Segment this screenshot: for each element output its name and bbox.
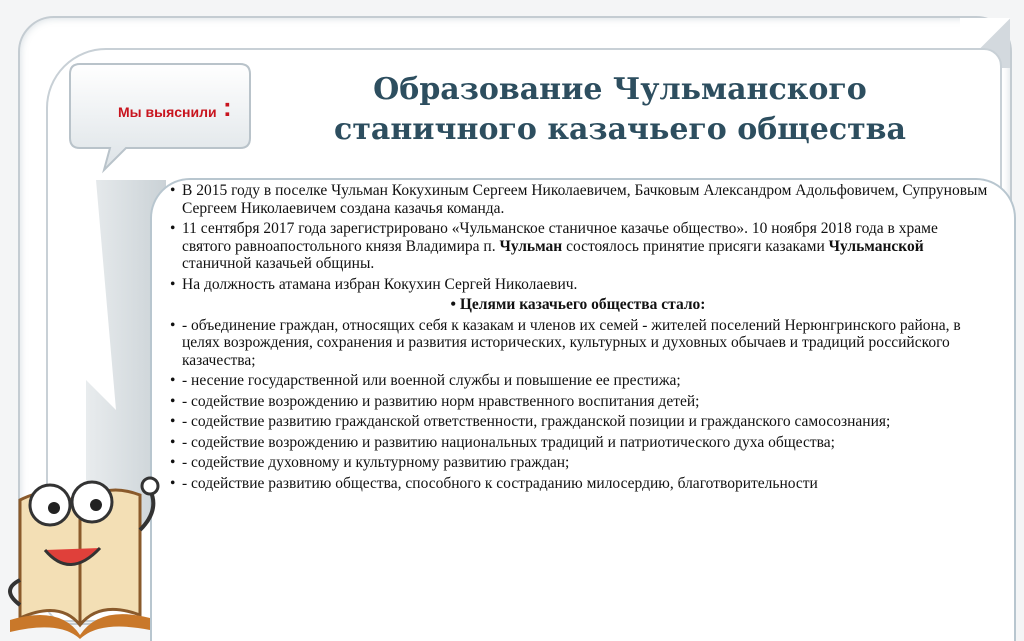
bold-chulmanskoy: Чульманской <box>828 237 924 255</box>
list-item <box>168 220 988 273</box>
goals-heading: • Целями казачьего общества стало: <box>450 296 706 313</box>
list-item: • В 2015 году в поселке Чульман Кокухиным Сергеем Николаевичем, Бачковым Александром Адольфовичем, Супруновым Сергеем Николаевичем создана казачья команда. <box>168 182 988 217</box>
goal-item: • - содействие развитию гражданской ответственности, гражданской позиции и гражданского самосознания; <box>168 413 988 431</box>
list-item: • На должность атамана избран Кокухин Сергей Николаевич. <box>168 276 988 294</box>
goal-item: • - содействие развитию общества, способного к состраданию милосердию, благотворительности <box>168 475 988 493</box>
goal-item: • - объединение граждан, относящих себя к казакам и членов их семей - жителей поселений Нерюнгринского района, в целях возрождения, сохранения и развития исторических, культурных и духовных обычаев и традиций российского казачества; <box>168 317 988 370</box>
title-line-1: Образование Чульманского <box>373 72 867 107</box>
book-mascot-icon <box>0 440 160 639</box>
page-title <box>290 70 950 150</box>
title-line-2: станичного казачьего общества <box>334 112 906 147</box>
badge-colon: : <box>223 92 232 122</box>
badge-label: Мы выяснили <box>118 104 217 120</box>
content-text <box>168 182 988 495</box>
item-text-post: станичной казачьей общины. <box>182 255 375 272</box>
bold-chulman: Чульман <box>499 237 563 255</box>
item-text-pre: 11 сентября 2017 года зарегистрировано «Чульманское станичное казачье общество». 10 ноября 2018 года в храме святого равноапостольного князя Владимира п. <box>182 220 938 255</box>
goals-heading-text: Целями казачьего общества стало: <box>459 296 706 313</box>
goal-item: • - несение государственной или военной службы и повышение ее престижа; <box>168 372 988 390</box>
item-text-mid: состоялось принятие присяги казаками <box>562 237 829 255</box>
goal-item: • - содействие возрождению и развитию национальных традиций и патриотического духа общества; <box>168 434 988 452</box>
goal-item: • - содействие духовному и культурному развитию граждан; <box>168 454 988 472</box>
goal-item: • - содействие возрождению и развитию норм нравственного воспитания детей; <box>168 393 988 411</box>
